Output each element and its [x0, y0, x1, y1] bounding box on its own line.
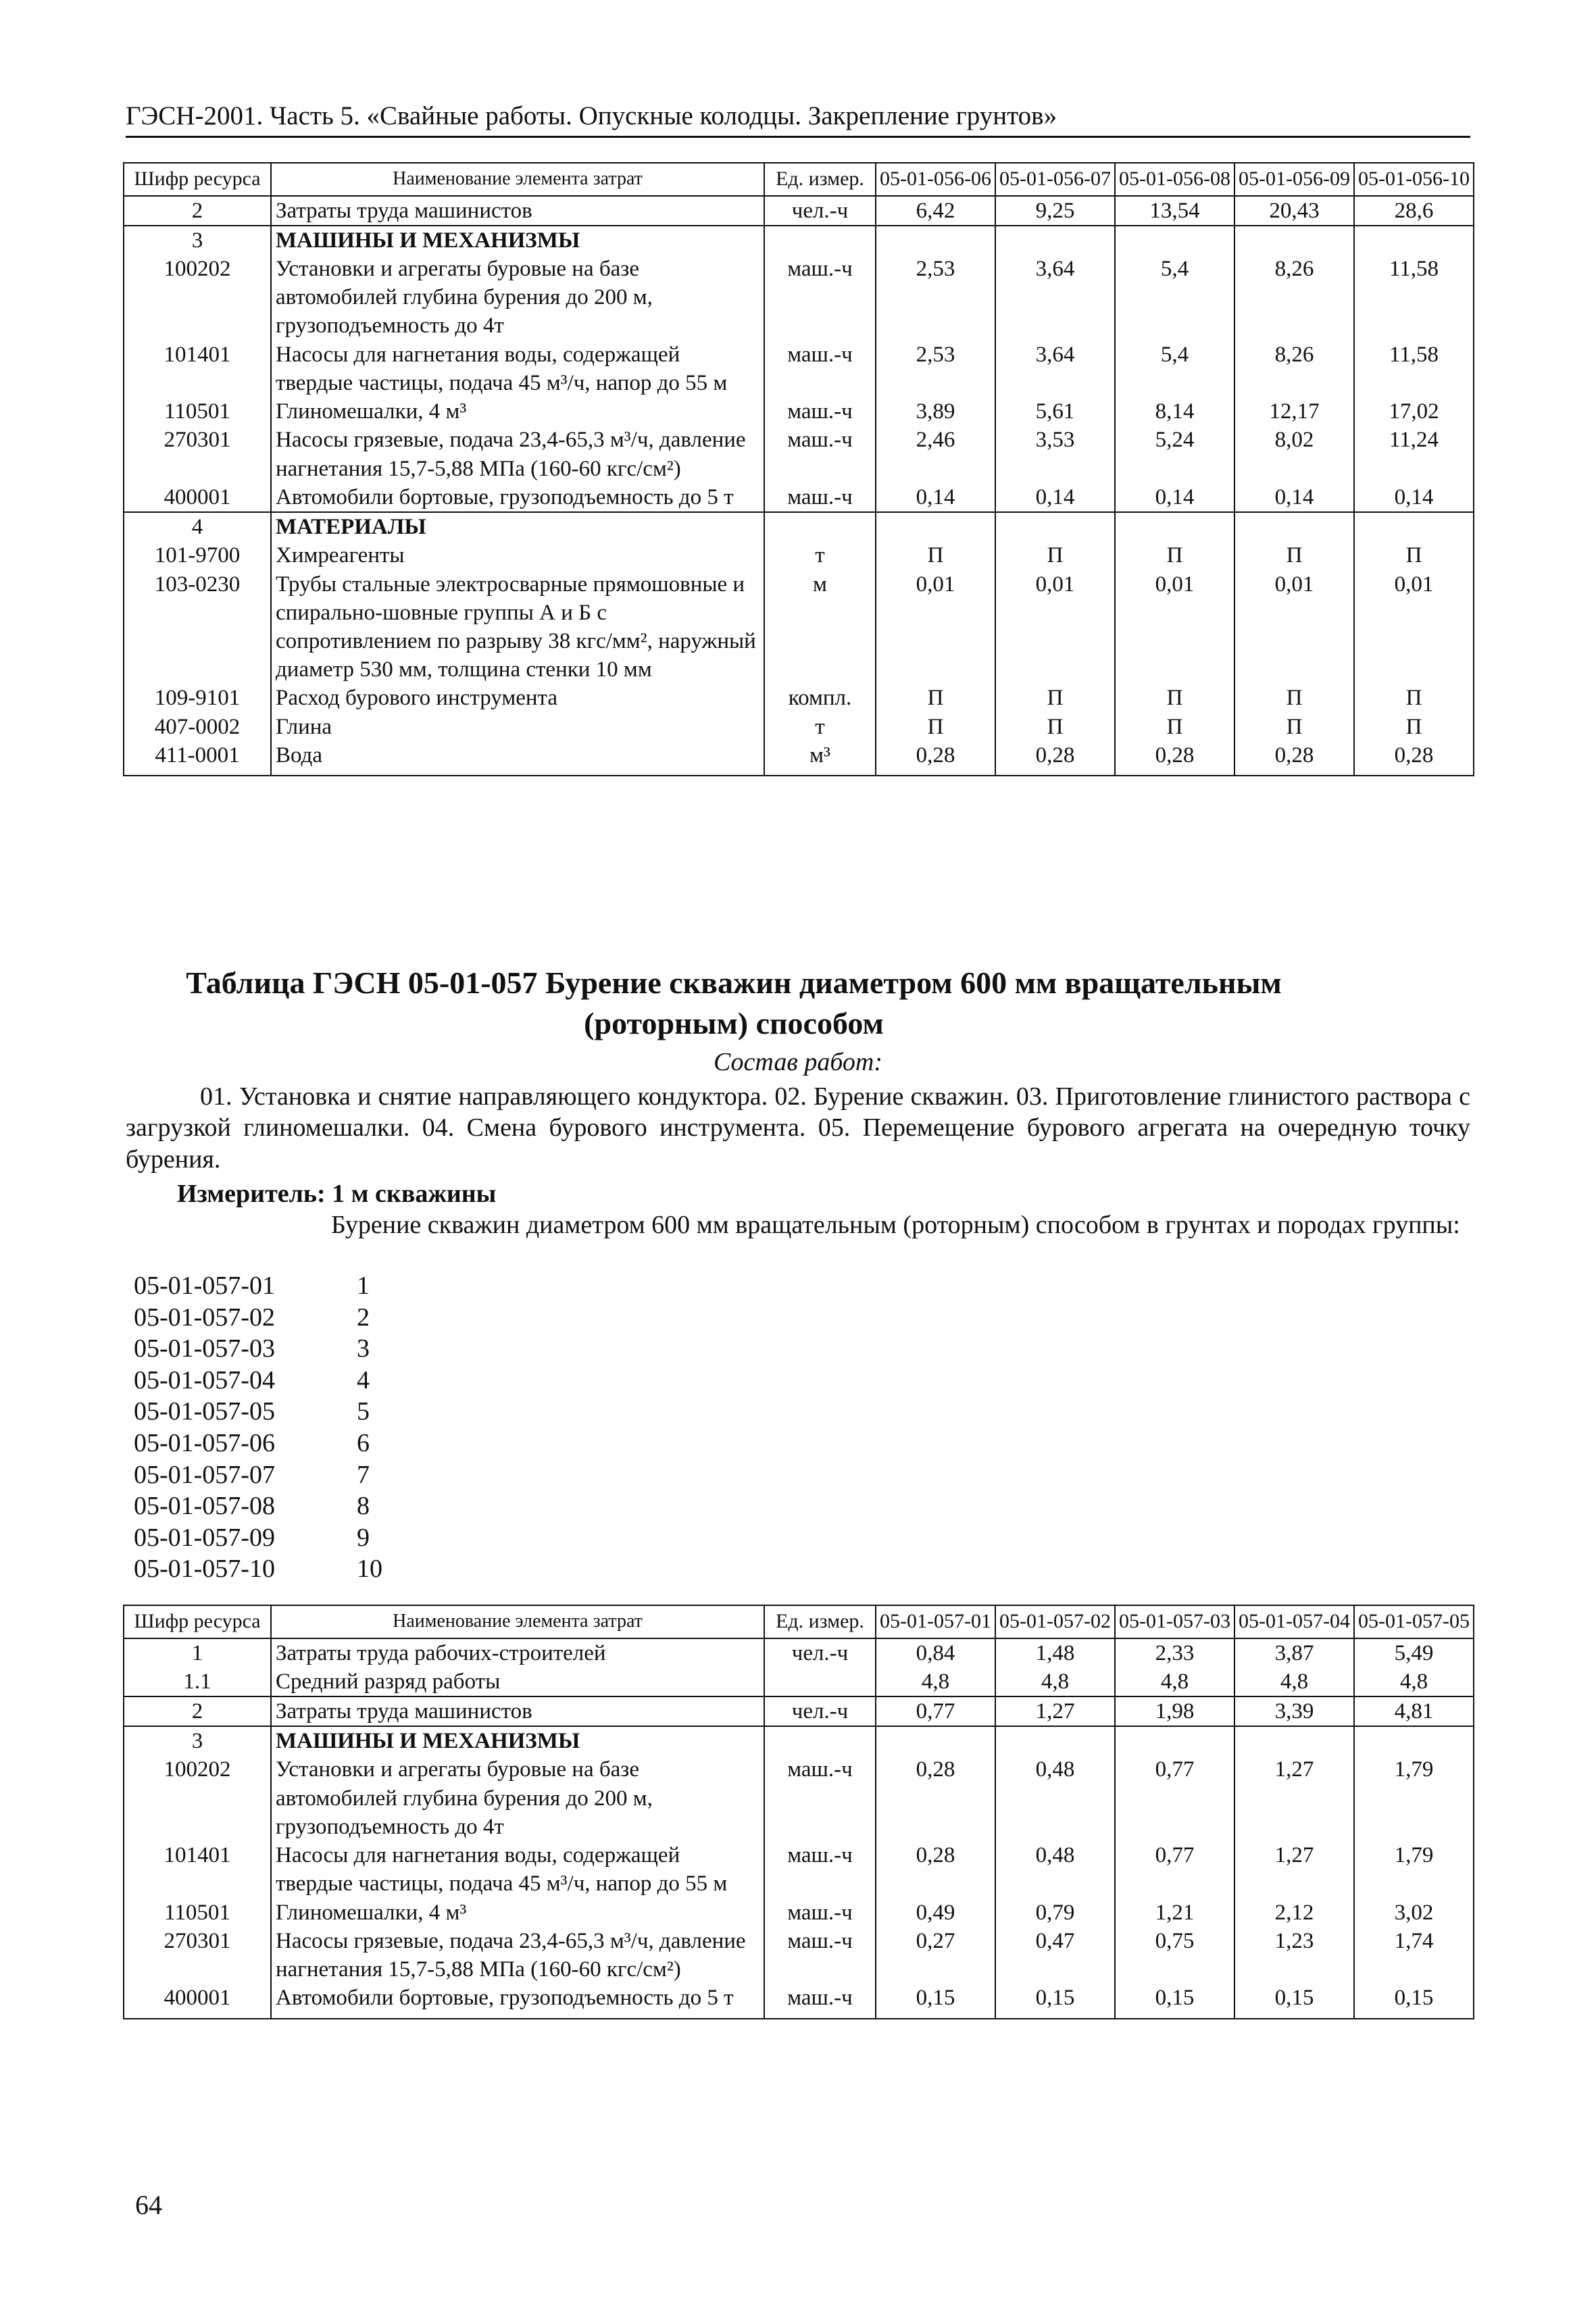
value-cell: 0,14 — [1354, 483, 1474, 512]
table-row — [124, 570, 1474, 684]
value-cell: 11,24 — [1354, 426, 1474, 482]
norm-code: 05-01-057-07 — [134, 1460, 275, 1489]
running-header: ГЭСН-2001. Часть 5. «Свайные работы. Опускные колодцы. Закрепление грунтов» — [126, 101, 1470, 138]
table-row — [124, 512, 1474, 541]
norm-description: Бурение скважин диаметром 600 мм вращательным (роторным) способом в грунтах и породах группы: — [331, 1211, 1460, 1239]
table-row — [124, 196, 1474, 226]
value-cell: 1,74 — [1354, 1927, 1474, 1984]
resource-code: 101401 — [124, 341, 271, 397]
value-cell: 8,26 — [1235, 255, 1354, 341]
unit-cell: маш.-ч — [764, 255, 876, 341]
soil-group: 9 — [357, 1523, 370, 1552]
value-cell: 20,43 — [1235, 196, 1354, 226]
value-cell: 0,28 — [1115, 741, 1235, 776]
value-cell — [1354, 1726, 1474, 1755]
unit-cell: маш.-ч — [764, 1841, 876, 1898]
value-cell: 2,12 — [1235, 1898, 1354, 1927]
table-row — [124, 1755, 1474, 1841]
value-cell: 4,8 — [1115, 1667, 1235, 1696]
section-heading: МАШИНЫ И МЕХАНИЗМЫ — [271, 1726, 764, 1755]
table-row — [124, 1638, 1474, 1667]
value-cell: 28,6 — [1354, 196, 1474, 226]
norm-code: 05-01-057-01 — [134, 1272, 275, 1300]
soil-group: 4 — [357, 1365, 370, 1394]
table-row — [124, 1696, 1474, 1726]
value-cell: 0,77 — [1115, 1841, 1235, 1898]
resource-code: 109-9101 — [124, 684, 271, 712]
value-cell — [1235, 226, 1354, 255]
value-cell: 1,27 — [995, 1696, 1115, 1726]
value-cell: 3,89 — [876, 397, 995, 426]
value-cell: 0,15 — [995, 1984, 1115, 2018]
table-row — [124, 1667, 1474, 1696]
table-row — [124, 226, 1474, 255]
unit-cell: м — [764, 570, 876, 684]
value-cell: 13,54 — [1115, 196, 1235, 226]
unit-cell — [764, 512, 876, 541]
value-cell: 2,46 — [876, 426, 995, 482]
value-cell: П — [995, 713, 1115, 741]
table-row — [124, 541, 1474, 570]
value-cell: 0,49 — [876, 1898, 995, 1927]
soil-group: 2 — [357, 1303, 370, 1332]
unit-cell: чел.-ч — [764, 196, 876, 226]
value-cell: П — [1115, 541, 1235, 570]
unit-cell: маш.-ч — [764, 397, 876, 426]
value-cell: 5,4 — [1115, 255, 1235, 341]
value-cell: 1,27 — [1235, 1841, 1354, 1898]
value-cell: П — [1354, 713, 1474, 741]
value-cell: 1,27 — [1235, 1755, 1354, 1841]
soil-group: 6 — [357, 1428, 370, 1457]
cost-item-name: Затраты труда машинистов — [271, 1696, 764, 1726]
table-title: Таблица ГЭСН 05-01-057 Бурение скважин диаметром 600 мм вращательным (роторным) способом — [186, 965, 1282, 1040]
soil-group: 5 — [357, 1397, 370, 1426]
value-cell: 1,79 — [1354, 1755, 1474, 1841]
value-cell: 4,8 — [1235, 1667, 1354, 1696]
measure-unit: Измеритель: 1 м скважины — [177, 1180, 497, 1208]
value-cell: 0,14 — [876, 483, 995, 512]
resource-code: 407-0002 — [124, 713, 271, 741]
value-cell — [995, 1726, 1115, 1755]
value-cell: 4,8 — [995, 1667, 1115, 1696]
value-cell: 17,02 — [1354, 397, 1474, 426]
header-name: Наименование элемента затрат — [271, 1605, 764, 1638]
value-cell: П — [995, 684, 1115, 712]
value-cell: П — [1115, 684, 1235, 712]
table-row — [124, 1726, 1474, 1755]
cost-item-name: Расход бурового инструмента — [271, 684, 764, 712]
cost-item-name: Автомобили бортовые, грузоподъемность до 5 т — [271, 1984, 764, 2018]
table-row — [124, 684, 1474, 712]
value-cell — [876, 1726, 995, 1755]
value-cell: 0,77 — [876, 1696, 995, 1726]
resource-code: 400001 — [124, 1984, 271, 2018]
list-item — [134, 1522, 382, 1554]
soil-group: 7 — [357, 1460, 370, 1489]
header-unit: Ед. измер. — [764, 163, 876, 196]
value-cell: 3,87 — [1235, 1638, 1354, 1667]
header-col: 05-01-057-01 — [876, 1605, 995, 1638]
resource-code: 2 — [124, 1696, 271, 1726]
header-name: Наименование элемента затрат — [271, 163, 764, 196]
value-cell: П — [1354, 684, 1474, 712]
value-cell: 2,33 — [1115, 1638, 1235, 1667]
cost-item-name: Глина — [271, 713, 764, 741]
soil-group: 3 — [357, 1334, 370, 1363]
cost-item-name: Затраты труда рабочих-строителей — [271, 1638, 764, 1667]
unit-cell — [764, 1726, 876, 1755]
value-cell: 5,4 — [1115, 341, 1235, 397]
norm-code-list — [134, 1270, 382, 1585]
resource-code: 103-0230 — [124, 570, 271, 684]
section-heading: МАТЕРИАЛЫ — [271, 512, 764, 541]
value-cell: 5,61 — [995, 397, 1115, 426]
table-row — [124, 341, 1474, 397]
resource-code: 4 — [124, 512, 271, 541]
value-cell: 0,75 — [1115, 1927, 1235, 1984]
value-cell: 0,15 — [1235, 1984, 1354, 2018]
resource-code: 110501 — [124, 1898, 271, 1927]
value-cell — [995, 226, 1115, 255]
section-heading: МАШИНЫ И МЕХАНИЗМЫ — [271, 226, 764, 255]
table-row — [124, 741, 1474, 776]
value-cell: 1,23 — [1235, 1927, 1354, 1984]
value-cell: 0,28 — [1354, 741, 1474, 776]
unit-cell — [764, 226, 876, 255]
value-cell — [1235, 1726, 1354, 1755]
value-cell — [1115, 512, 1235, 541]
resource-code: 411-0001 — [124, 741, 271, 776]
header-col: 05-01-057-02 — [995, 1605, 1115, 1638]
unit-cell: чел.-ч — [764, 1696, 876, 1726]
value-cell: 0,15 — [1115, 1984, 1235, 2018]
value-cell: 5,49 — [1354, 1638, 1474, 1667]
table-row — [124, 397, 1474, 426]
norm-code: 05-01-057-10 — [134, 1555, 275, 1584]
value-cell: П — [1115, 713, 1235, 741]
value-cell: 0,14 — [1235, 483, 1354, 512]
value-cell: 0,01 — [1354, 570, 1474, 684]
value-cell: 0,15 — [876, 1984, 995, 2018]
value-cell: 1,79 — [1354, 1841, 1474, 1898]
header-col: 05-01-057-04 — [1235, 1605, 1354, 1638]
work-composition-heading: Состав работ: — [713, 1048, 883, 1076]
value-cell: 0,84 — [876, 1638, 995, 1667]
table-row — [124, 1927, 1474, 1984]
list-item — [134, 1396, 382, 1428]
table-header-row — [124, 163, 1474, 196]
value-cell: 8,02 — [1235, 426, 1354, 482]
value-cell: 0,01 — [1235, 570, 1354, 684]
value-cell: 3,39 — [1235, 1696, 1354, 1726]
list-item — [134, 1553, 382, 1585]
unit-cell: т — [764, 713, 876, 741]
cost-item-name: Автомобили бортовые, грузоподъемность до 5 т — [271, 483, 764, 512]
resource-table-056 — [123, 162, 1474, 776]
value-cell: П — [1235, 713, 1354, 741]
table-row — [124, 255, 1474, 341]
value-cell: П — [995, 541, 1115, 570]
list-item — [134, 1428, 382, 1459]
cost-item-name: Насосы грязевые, подача 23,4-65,3 м³/ч, давление нагнетания 15,7-5,88 МПа (160-60 кгс/см²) — [271, 426, 764, 482]
header-col: 05-01-057-03 — [1115, 1605, 1235, 1638]
unit-cell: маш.-ч — [764, 483, 876, 512]
header-col: 05-01-056-06 — [876, 163, 995, 196]
value-cell: П — [1354, 541, 1474, 570]
value-cell: 0,77 — [1115, 1755, 1235, 1841]
norm-code: 05-01-057-02 — [134, 1303, 275, 1332]
value-cell: 4,8 — [1354, 1667, 1474, 1696]
value-cell — [1354, 512, 1474, 541]
norm-code: 05-01-057-08 — [134, 1492, 275, 1521]
resource-code: 1.1 — [124, 1667, 271, 1696]
value-cell: 3,53 — [995, 426, 1115, 482]
value-cell: 8,14 — [1115, 397, 1235, 426]
value-cell — [876, 512, 995, 541]
cost-item-name: Затраты труда машинистов — [271, 196, 764, 226]
value-cell: 0,28 — [876, 1841, 995, 1898]
value-cell: 1,48 — [995, 1638, 1115, 1667]
value-cell: 0,28 — [876, 1755, 995, 1841]
table-row — [124, 1984, 1474, 2018]
value-cell: 8,26 — [1235, 341, 1354, 397]
resource-code: 400001 — [124, 483, 271, 512]
cost-item-name: Глиномешалки, 4 м³ — [271, 397, 764, 426]
table-row — [124, 713, 1474, 741]
value-cell: П — [1235, 541, 1354, 570]
header-col: 05-01-056-10 — [1354, 163, 1474, 196]
value-cell: 0,48 — [995, 1755, 1115, 1841]
cost-item-name: Насосы для нагнетания воды, содержащей твердые частицы, подача 45 м³/ч, напор до 55 м — [271, 1841, 764, 1898]
list-item — [134, 1333, 382, 1365]
unit-cell: маш.-ч — [764, 1898, 876, 1927]
value-cell — [1115, 1726, 1235, 1755]
value-cell: 12,17 — [1235, 397, 1354, 426]
unit-cell — [764, 1667, 876, 1696]
value-cell — [876, 226, 995, 255]
value-cell: 0,47 — [995, 1927, 1115, 1984]
unit-cell: маш.-ч — [764, 1927, 876, 1984]
value-cell: 0,14 — [995, 483, 1115, 512]
header-unit: Ед. измер. — [764, 1605, 876, 1638]
norm-code: 05-01-057-06 — [134, 1428, 275, 1457]
cost-item-name: Средний разряд работы — [271, 1667, 764, 1696]
value-cell — [1235, 512, 1354, 541]
resource-code: 100202 — [124, 255, 271, 341]
value-cell: 9,25 — [995, 196, 1115, 226]
norm-code: 05-01-057-04 — [134, 1365, 275, 1394]
norm-code: 05-01-057-05 — [134, 1397, 275, 1426]
resource-code: 3 — [124, 226, 271, 255]
value-cell: П — [1235, 684, 1354, 712]
resource-table-057 — [123, 1605, 1474, 2019]
value-cell: 3,64 — [995, 255, 1115, 341]
norm-code: 05-01-057-03 — [134, 1334, 275, 1363]
resource-code: 270301 — [124, 426, 271, 482]
list-item — [134, 1365, 382, 1397]
value-cell: 0,01 — [1115, 570, 1235, 684]
value-cell: 6,42 — [876, 196, 995, 226]
value-cell: 1,98 — [1115, 1696, 1235, 1726]
resource-code: 110501 — [124, 397, 271, 426]
unit-cell: маш.-ч — [764, 341, 876, 397]
value-cell: 0,28 — [995, 741, 1115, 776]
header-code: Шифр ресурса — [124, 1605, 271, 1638]
list-item — [134, 1490, 382, 1522]
soil-group: 10 — [357, 1555, 382, 1584]
table-row — [124, 1841, 1474, 1898]
value-cell: 0,28 — [876, 741, 995, 776]
value-cell: 11,58 — [1354, 341, 1474, 397]
list-item — [134, 1459, 382, 1491]
header-col: 05-01-057-05 — [1354, 1605, 1474, 1638]
soil-group: 1 — [357, 1272, 370, 1300]
value-cell: П — [876, 684, 995, 712]
work-composition-text: 01. Установка и снятие направляющего кондуктора. 02. Бурение скважин. 03. Приготовление глинистого раствора с загрузкой глиномешалки. 04. Смена бурового инструмента. 05. Перемещение бурового агрегата на очередную точку бурения. — [126, 1082, 1470, 1174]
table-row — [124, 483, 1474, 512]
resource-code: 101-9700 — [124, 541, 271, 570]
list-item — [134, 1302, 382, 1334]
value-cell: П — [876, 713, 995, 741]
table-row — [124, 1898, 1474, 1927]
cost-item-name: Установки и агрегаты буровые на базе автомобилей глубина бурения до 200 м, грузоподъемность до 4т — [271, 1755, 764, 1841]
value-cell: 0,15 — [1354, 1984, 1474, 2018]
value-cell: 0,48 — [995, 1841, 1115, 1898]
table-row — [124, 426, 1474, 482]
resource-code: 100202 — [124, 1755, 271, 1841]
header-col: 05-01-056-09 — [1235, 163, 1354, 196]
cost-item-name: Насосы грязевые, подача 23,4-65,3 м³/ч, давление нагнетания 15,7-5,88 МПа (160-60 кгс/см²) — [271, 1927, 764, 1984]
value-cell: 0,79 — [995, 1898, 1115, 1927]
resource-code: 101401 — [124, 1841, 271, 1898]
cost-item-name: Насосы для нагнетания воды, содержащей твердые частицы, подача 45 м³/ч, напор до 55 м — [271, 341, 764, 397]
list-item — [134, 1270, 382, 1302]
value-cell: 4,81 — [1354, 1696, 1474, 1726]
norm-code: 05-01-057-09 — [134, 1523, 275, 1552]
unit-cell: т — [764, 541, 876, 570]
resource-code: 270301 — [124, 1927, 271, 1984]
page-number: 64 — [135, 2190, 162, 2220]
value-cell: 3,02 — [1354, 1898, 1474, 1927]
resource-code: 3 — [124, 1726, 271, 1755]
unit-cell: маш.-ч — [764, 426, 876, 482]
value-cell: 0,01 — [876, 570, 995, 684]
value-cell: П — [876, 541, 995, 570]
cost-item-name: Химреагенты — [271, 541, 764, 570]
value-cell — [1115, 226, 1235, 255]
unit-cell: компл. — [764, 684, 876, 712]
value-cell: 2,53 — [876, 255, 995, 341]
value-cell — [995, 512, 1115, 541]
unit-cell: чел.-ч — [764, 1638, 876, 1667]
value-cell: 2,53 — [876, 341, 995, 397]
value-cell: 1,21 — [1115, 1898, 1235, 1927]
unit-cell: маш.-ч — [764, 1984, 876, 2018]
value-cell: 5,24 — [1115, 426, 1235, 482]
cost-item-name: Трубы стальные электросварные прямошовные и спирально-шовные группы А и Б с сопротивлением по разрыву 38 кгс/мм², наружный диаметр 530 мм, толщина стенки 10 мм — [271, 570, 764, 684]
resource-code: 1 — [124, 1638, 271, 1667]
soil-group: 8 — [357, 1492, 370, 1521]
value-cell — [1354, 226, 1474, 255]
value-cell: 0,27 — [876, 1927, 995, 1984]
cost-item-name: Вода — [271, 741, 764, 776]
value-cell: 4,8 — [876, 1667, 995, 1696]
header-col: 05-01-056-08 — [1115, 163, 1235, 196]
value-cell: 3,64 — [995, 341, 1115, 397]
unit-cell: маш.-ч — [764, 1755, 876, 1841]
cost-item-name: Установки и агрегаты буровые на базе автомобилей глубина бурения до 200 м, грузоподъемность до 4т — [271, 255, 764, 341]
value-cell: 0,01 — [995, 570, 1115, 684]
value-cell: 0,14 — [1115, 483, 1235, 512]
header-col: 05-01-056-07 — [995, 163, 1115, 196]
resource-code: 2 — [124, 196, 271, 226]
unit-cell: м³ — [764, 741, 876, 776]
value-cell: 0,28 — [1235, 741, 1354, 776]
cost-item-name: Глиномешалки, 4 м³ — [271, 1898, 764, 1927]
header-code: Шифр ресурса — [124, 163, 271, 196]
value-cell: 11,58 — [1354, 255, 1474, 341]
table-header-row — [124, 1605, 1474, 1638]
